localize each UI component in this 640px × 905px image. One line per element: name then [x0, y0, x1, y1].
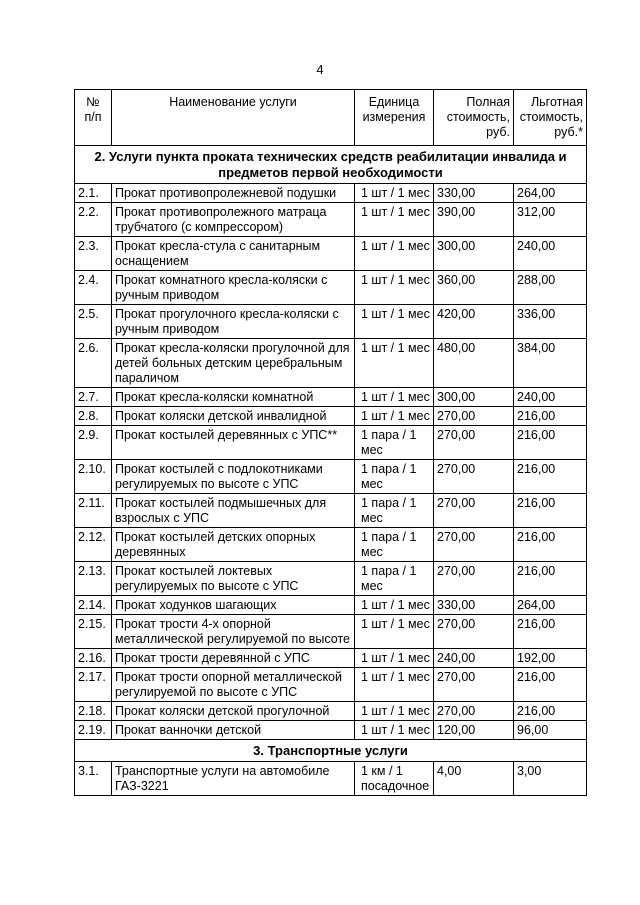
unit-cell: 1 шт / 1 мес — [355, 649, 434, 668]
table-row — [75, 339, 587, 388]
discount-price-cell: 264,00 — [514, 184, 587, 203]
discount-price-cell: 3,00 — [514, 762, 587, 796]
row-number-cell: 2.4. — [75, 271, 112, 305]
discount-price-cell: 336,00 — [514, 305, 587, 339]
header-discount-price: Льготная стоимость, руб.* — [514, 90, 587, 146]
unit-cell: 1 шт / 1 мес — [355, 702, 434, 721]
row-number-cell: 2.18. — [75, 702, 112, 721]
row-number-cell: 2.7. — [75, 388, 112, 407]
unit-cell: 1 пара / 1 мес — [355, 528, 434, 562]
discount-price-cell: 240,00 — [514, 388, 587, 407]
discount-price-cell: 192,00 — [514, 649, 587, 668]
full-price-cell: 120,00 — [434, 721, 514, 740]
table-row — [75, 596, 587, 615]
unit-cell: 1 км / 1 посадочное — [355, 762, 434, 796]
discount-price-cell: 216,00 — [514, 702, 587, 721]
unit-cell: 1 шт / 1 мес — [355, 615, 434, 649]
row-number-cell: 2.3. — [75, 237, 112, 271]
full-price-cell: 270,00 — [434, 460, 514, 494]
unit-cell: 1 шт / 1 мес — [355, 271, 434, 305]
header-service-name: Наименование услуги — [112, 90, 355, 146]
unit-cell: 1 шт / 1 мес — [355, 184, 434, 203]
unit-cell: 1 шт / 1 мес — [355, 596, 434, 615]
table-row — [75, 562, 587, 596]
service-name-cell: Прокат кресла-стула с санитарным оснащением — [112, 237, 355, 271]
table-row — [75, 184, 587, 203]
row-number-cell: 2.17. — [75, 668, 112, 702]
discount-price-cell: 312,00 — [514, 203, 587, 237]
discount-price-cell: 384,00 — [514, 339, 587, 388]
table-row — [75, 407, 587, 426]
discount-price-cell: 240,00 — [514, 237, 587, 271]
row-number-cell: 2.9. — [75, 426, 112, 460]
table-row — [75, 721, 587, 740]
full-price-cell: 270,00 — [434, 426, 514, 460]
full-price-cell: 390,00 — [434, 203, 514, 237]
full-price-cell: 330,00 — [434, 184, 514, 203]
service-name-cell: Прокат костылей локтевых регулируемых по высоте с УПС — [112, 562, 355, 596]
full-price-cell: 270,00 — [434, 407, 514, 426]
service-name-cell: Прокат трости 4-х опорной металлической регулируемой по высоте — [112, 615, 355, 649]
row-number-cell: 2.16. — [75, 649, 112, 668]
table-row — [75, 494, 587, 528]
section-header-row — [75, 146, 587, 184]
unit-cell: 1 шт / 1 мес — [355, 203, 434, 237]
full-price-cell: 420,00 — [434, 305, 514, 339]
unit-cell: 1 шт / 1 мес — [355, 237, 434, 271]
table-row — [75, 649, 587, 668]
unit-cell: 1 шт / 1 мес — [355, 668, 434, 702]
unit-cell: 1 шт / 1 мес — [355, 388, 434, 407]
row-number-cell: 2.2. — [75, 203, 112, 237]
service-name-cell: Прокат костылей детских опорных деревянных — [112, 528, 355, 562]
discount-price-cell: 216,00 — [514, 460, 587, 494]
discount-price-cell: 216,00 — [514, 615, 587, 649]
row-number-cell: 2.10. — [75, 460, 112, 494]
service-name-cell: Прокат костылей подмышечных для взрослых с УПС — [112, 494, 355, 528]
row-number-cell: 2.15. — [75, 615, 112, 649]
unit-cell: 1 пара / 1 мес — [355, 426, 434, 460]
full-price-cell: 360,00 — [434, 271, 514, 305]
header-unit: Единица измерения — [355, 90, 434, 146]
row-number-cell: 2.6. — [75, 339, 112, 388]
row-number-cell: 2.8. — [75, 407, 112, 426]
discount-price-cell: 264,00 — [514, 596, 587, 615]
table-row — [75, 668, 587, 702]
page-number: 4 — [316, 62, 324, 77]
full-price-cell: 480,00 — [434, 339, 514, 388]
discount-price-cell: 216,00 — [514, 668, 587, 702]
full-price-cell: 240,00 — [434, 649, 514, 668]
full-price-cell: 270,00 — [434, 615, 514, 649]
header-full-price: Полная стоимость, руб. — [434, 90, 514, 146]
discount-price-cell: 216,00 — [514, 528, 587, 562]
unit-cell: 1 пара / 1 мес — [355, 460, 434, 494]
full-price-cell: 300,00 — [434, 237, 514, 271]
table-row — [75, 305, 587, 339]
table-row — [75, 615, 587, 649]
service-name-cell: Прокат ходунков шагающих — [112, 596, 355, 615]
discount-price-cell: 216,00 — [514, 494, 587, 528]
row-number-cell: 2.5. — [75, 305, 112, 339]
header-number: № п/п — [75, 90, 112, 146]
price-table — [74, 89, 587, 796]
service-name-cell: Прокат коляски детской прогулочной — [112, 702, 355, 721]
full-price-cell: 330,00 — [434, 596, 514, 615]
unit-cell: 1 пара / 1 мес — [355, 562, 434, 596]
full-price-cell: 270,00 — [434, 494, 514, 528]
service-name-cell: Прокат кресла-коляски прогулочной для детей больных детским церебральным параличом — [112, 339, 355, 388]
service-name-cell: Прокат трости деревянной с УПС — [112, 649, 355, 668]
service-name-cell: Прокат трости опорной металлической регулируемой по высоте с УПС — [112, 668, 355, 702]
full-price-cell: 270,00 — [434, 528, 514, 562]
table-row — [75, 762, 587, 796]
discount-price-cell: 216,00 — [514, 562, 587, 596]
service-name-cell: Транспортные услуги на автомобиле ГАЗ-3221 — [112, 762, 355, 796]
service-name-cell: Прокат костылей с подлокотниками регулируемых по высоте с УПС — [112, 460, 355, 494]
service-name-cell: Прокат комнатного кресла-коляски с ручным приводом — [112, 271, 355, 305]
row-number-cell: 2.11. — [75, 494, 112, 528]
table-row — [75, 271, 587, 305]
table-row — [75, 460, 587, 494]
row-number-cell: 2.13. — [75, 562, 112, 596]
full-price-cell: 270,00 — [434, 668, 514, 702]
section-header-row — [75, 740, 587, 762]
service-name-cell: Прокат противопролежневой подушки — [112, 184, 355, 203]
table-row — [75, 702, 587, 721]
table-row — [75, 203, 587, 237]
row-number-cell: 2.12. — [75, 528, 112, 562]
service-name-cell: Прокат ванночки детской — [112, 721, 355, 740]
full-price-cell: 270,00 — [434, 702, 514, 721]
unit-cell: 1 шт / 1 мес — [355, 721, 434, 740]
unit-cell: 1 пара / 1 мес — [355, 494, 434, 528]
table-row — [75, 528, 587, 562]
section-title: 2. Услуги пункта проката технических средств реабилитации инвалида и предметов первой необходимости — [75, 146, 587, 184]
service-name-cell: Прокат костылей деревянных с УПС** — [112, 426, 355, 460]
full-price-cell: 4,00 — [434, 762, 514, 796]
table-row — [75, 237, 587, 271]
table-row — [75, 426, 587, 460]
discount-price-cell: 288,00 — [514, 271, 587, 305]
service-name-cell: Прокат прогулочного кресла-коляски с ручным приводом — [112, 305, 355, 339]
unit-cell: 1 шт / 1 мес — [355, 339, 434, 388]
row-number-cell: 2.14. — [75, 596, 112, 615]
service-name-cell: Прокат противопролежного матраца трубчатого (с компрессором) — [112, 203, 355, 237]
full-price-cell: 300,00 — [434, 388, 514, 407]
full-price-cell: 270,00 — [434, 562, 514, 596]
service-name-cell: Прокат кресла-коляски комнатной — [112, 388, 355, 407]
discount-price-cell: 216,00 — [514, 407, 587, 426]
row-number-cell: 3.1. — [75, 762, 112, 796]
row-number-cell: 2.19. — [75, 721, 112, 740]
service-name-cell: Прокат коляски детской инвалидной — [112, 407, 355, 426]
row-number-cell: 2.1. — [75, 184, 112, 203]
table-row — [75, 388, 587, 407]
unit-cell: 1 шт / 1 мес — [355, 407, 434, 426]
table-header-row — [75, 90, 587, 146]
section-title: 3. Транспортные услуги — [75, 740, 587, 762]
discount-price-cell: 96,00 — [514, 721, 587, 740]
unit-cell: 1 шт / 1 мес — [355, 305, 434, 339]
discount-price-cell: 216,00 — [514, 426, 587, 460]
